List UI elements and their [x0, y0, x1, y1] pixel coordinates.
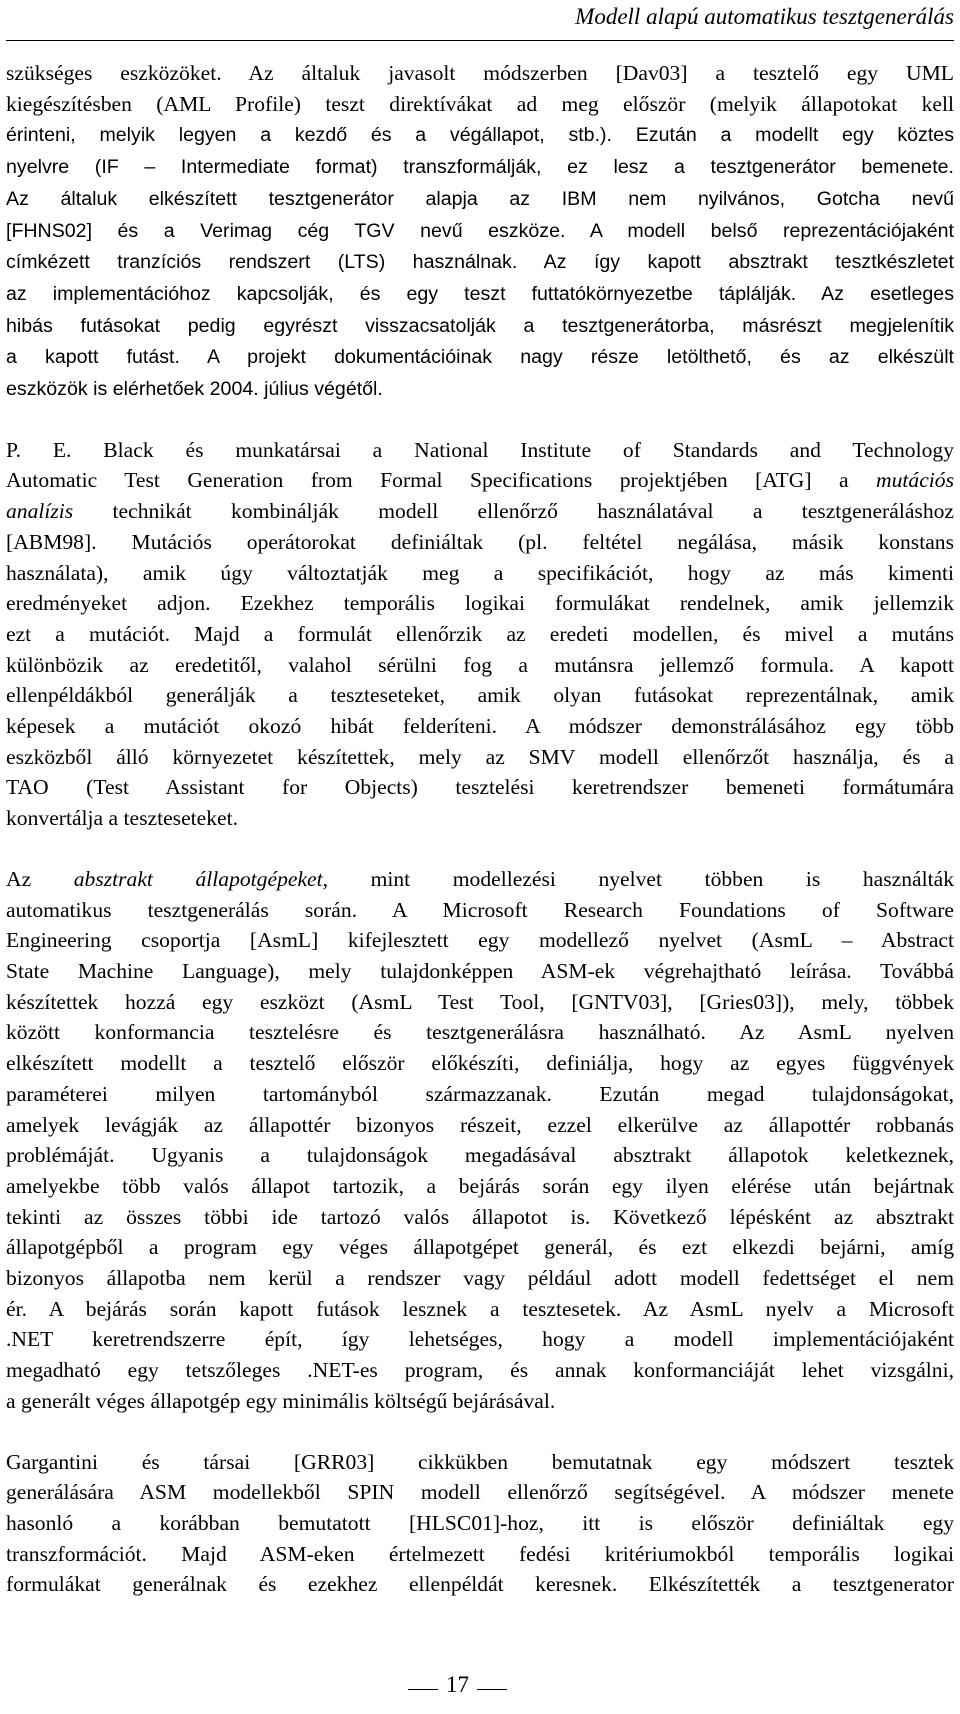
- paragraph-3: [6, 864, 954, 1417]
- text-line: [6, 373, 954, 405]
- text-line: állapotgépből a program egy véges állapotgépet generál, és ezt elkezdi bejárni, amíg: [6, 1235, 954, 1260]
- page-number: 17: [446, 1672, 469, 1697]
- text-line-run: a kapott futást. A projekt dokumentációinak nagy része letölthető, és az elkészült: [6, 346, 954, 369]
- text-line: [6, 183, 954, 215]
- text-line: [ABM98]. Mutációs operátorokat definiáltak (pl. feltétel negálása, másik konstans: [6, 529, 954, 554]
- text-line-run: címkézett tranzíciós rendszert (LTS) használnak. Az így kapott absztrakt tesztkészletet: [6, 251, 954, 274]
- body-text: [6, 58, 954, 1600]
- text-line: Gargantini és társai [GRR03] cikkükben bemutatnak egy módszert tesztek: [6, 1449, 954, 1474]
- text-line: paraméterei milyen tartományból származzanak. Ezután megad tulajdonságokat,: [6, 1081, 954, 1106]
- paragraph-4: [6, 1447, 954, 1601]
- emphasized-term: mutációs: [876, 468, 954, 493]
- text-line: elkészített modellt a tesztelő először előkészíti, definiálja, hogy az egyes függvények: [6, 1051, 954, 1076]
- text-line: amelyek levágják az állapottér bizonyos részeit, ezzel elkerülve az állapottér robbanás: [6, 1112, 954, 1137]
- text-line: [6, 119, 954, 151]
- text-line: generálására ASM modellekből SPIN modell ellenőrző segítségével. A módszer menete: [6, 1480, 954, 1505]
- text-line: automatikus tesztgenerálás során. A Microsoft Research Foundations of Software: [6, 897, 954, 922]
- page-footer: [0, 1668, 960, 1704]
- text-line: [6, 341, 954, 373]
- text-line: ellenpéldákból generálják a teszteseteket, amik olyan futásokat reprezentálnak, amik: [6, 683, 954, 708]
- text-line: ezt a mutációt. Majd a formulát ellenőrzik az eredeti modellen, és mivel a mutáns: [6, 621, 954, 646]
- paragraph-gap: [6, 834, 954, 864]
- text-line: konvertálja a teszteseteket.: [6, 806, 239, 831]
- text-line: [6, 151, 954, 183]
- text-line: készítettek hozzá egy eszközt (AsmL Test Tool, [GNTV03], [Gries03]), mely, többek: [6, 989, 954, 1014]
- text-line: képesek a mutációt okozó hibát felderíteni. A módszer demonstrálásához egy több: [6, 714, 954, 739]
- text-line: [6, 278, 954, 310]
- text-line: .NET keretrendszerre épít, így lehetséges, hogy a modell implementációjaként: [6, 1327, 954, 1352]
- text-line: között konformancia tesztelésre és tesztgenerálásra használható. Az AsmL nyelven: [6, 1020, 954, 1045]
- text-line: kiegészítésben (AML Profile) teszt direktívákat ad meg először (melyik állapotokat kell: [6, 91, 954, 116]
- text-line-run: nyelvre (IF – Intermediate format) transzformálják, ez lesz a tesztgenerátor bemenete.: [6, 156, 954, 179]
- text-line-run: az implementációhoz kapcsolják, és egy teszt futtatókörnyezetbe táplálják. Az esetleges: [6, 282, 954, 305]
- text-line-run: hibás futásokat pedig egyrészt visszacsatolják a tesztgenerátorba, másrészt megjelenítik: [6, 314, 954, 337]
- text-line: használata), amik úgy változtatják meg a specifikációt, hogy az más kimenti: [6, 560, 954, 585]
- text-line: szükséges eszközöket. Az általuk javasolt módszerben [Dav03] a tesztelő egy UML: [6, 61, 954, 85]
- text-line: megadható egy tetszőleges .NET-es program, és annak konformanciáját lehet vizsgálni,: [6, 1358, 954, 1383]
- text-line: különbözik az eredetitől, valahol sérülni fog a mutánsra jellemző formula. A kapott: [6, 652, 954, 677]
- text-line-run: Az általuk elkészített tesztgenerátor alapja az IBM nem nyilvános, Gotcha nevű: [6, 187, 954, 210]
- text-line: [6, 215, 954, 247]
- text-line: analízis technikát kombinálják modell ellenőrző használatával a tesztgeneráláshoz: [6, 499, 954, 524]
- text-line-run: érinteni, melyik legyen a kezdő és a végállapot, stb.). Ezután a modellt egy köztes: [6, 124, 954, 147]
- text-line: amelyekbe több valós állapot tartozik, a bejárás során egy ilyen elérése után bejártnak: [6, 1173, 954, 1198]
- paragraph-1: [6, 58, 954, 405]
- text-line: bizonyos állapotba nem kerül a rendszer vagy például adott modell fedettséget el nem: [6, 1266, 954, 1291]
- text-line: [6, 246, 954, 278]
- text-line: [6, 310, 954, 342]
- paragraph-2: [6, 435, 954, 834]
- emphasized-term: analízis: [6, 499, 74, 524]
- text-line: problémáját. Ugyanis a tulajdonságok megadásával absztrakt állapotok keletkeznek,: [6, 1143, 954, 1168]
- page-number-dash-right: [477, 1689, 507, 1690]
- text-line: tekinti az összes többi ide tartozó valós állapotot is. Következő lépésként az absztrakt: [6, 1204, 954, 1229]
- header-rule: [6, 40, 954, 41]
- text-line: transzformációt. Majd ASM-eken értelmezett fedési kritériumokból temporális logikai: [6, 1541, 954, 1566]
- emphasized-term: absztrakt állapotgépeket: [73, 866, 323, 891]
- text-line: State Machine Language), mely tulajdonképpen ASM-ek végrehajtható leírása. Továbbá: [6, 958, 954, 983]
- text-line: TAO (Test Assistant for Objects) tesztelési keretrendszer bemeneti formátumára: [6, 775, 954, 800]
- text-line: eredményeket adjon. Ezekhez temporális logikai formulákat rendelnek, amik jellemzik: [6, 591, 954, 616]
- paragraph-gap: [6, 405, 954, 435]
- text-line: formulákat generálnak és ezekhez ellenpéldát keresnek. Elkészítették a tesztgenerator: [6, 1572, 954, 1597]
- text-line: eszközből álló környezetet készítettek, mely az SMV modell ellenőrzőt használja, és a: [6, 744, 954, 769]
- running-header: Modell alapú automatikus tesztgenerálás: [575, 4, 954, 29]
- text-line-run: eszközök is elérhetőek 2004. július végétől.: [6, 378, 383, 401]
- text-line: Automatic Test Generation from Formal Specifications projektjében [ATG] a mutációs: [6, 468, 954, 493]
- text-line: a generált véges állapotgép egy minimális költségű bejárásával.: [6, 1388, 556, 1413]
- paragraph-gap: [6, 1417, 954, 1447]
- text-line: Engineering csoportja [AsmL] kifejlesztett egy modellező nyelvet (AsmL – Abstract: [6, 928, 954, 953]
- text-line: hasonló a korábban bemutatott [HLSC01]-hoz, itt is először definiáltak egy: [6, 1510, 954, 1535]
- text-line-run: [FHNS02] és a Verimag cég TGV nevű eszköze. A modell belső reprezentációjaként: [6, 219, 954, 242]
- page-number-dash-left: [408, 1689, 438, 1690]
- text-line: Az absztrakt állapotgépeket, mint modellezési nyelvet többen is használták: [6, 866, 955, 891]
- text-line: ér. A bejárás során kapott futások lesznek a tesztesetek. Az AsmL nyelv a Microsoft: [6, 1296, 954, 1321]
- text-line: P. E. Black és munkatársai a National Institute of Standards and Technology: [6, 437, 954, 462]
